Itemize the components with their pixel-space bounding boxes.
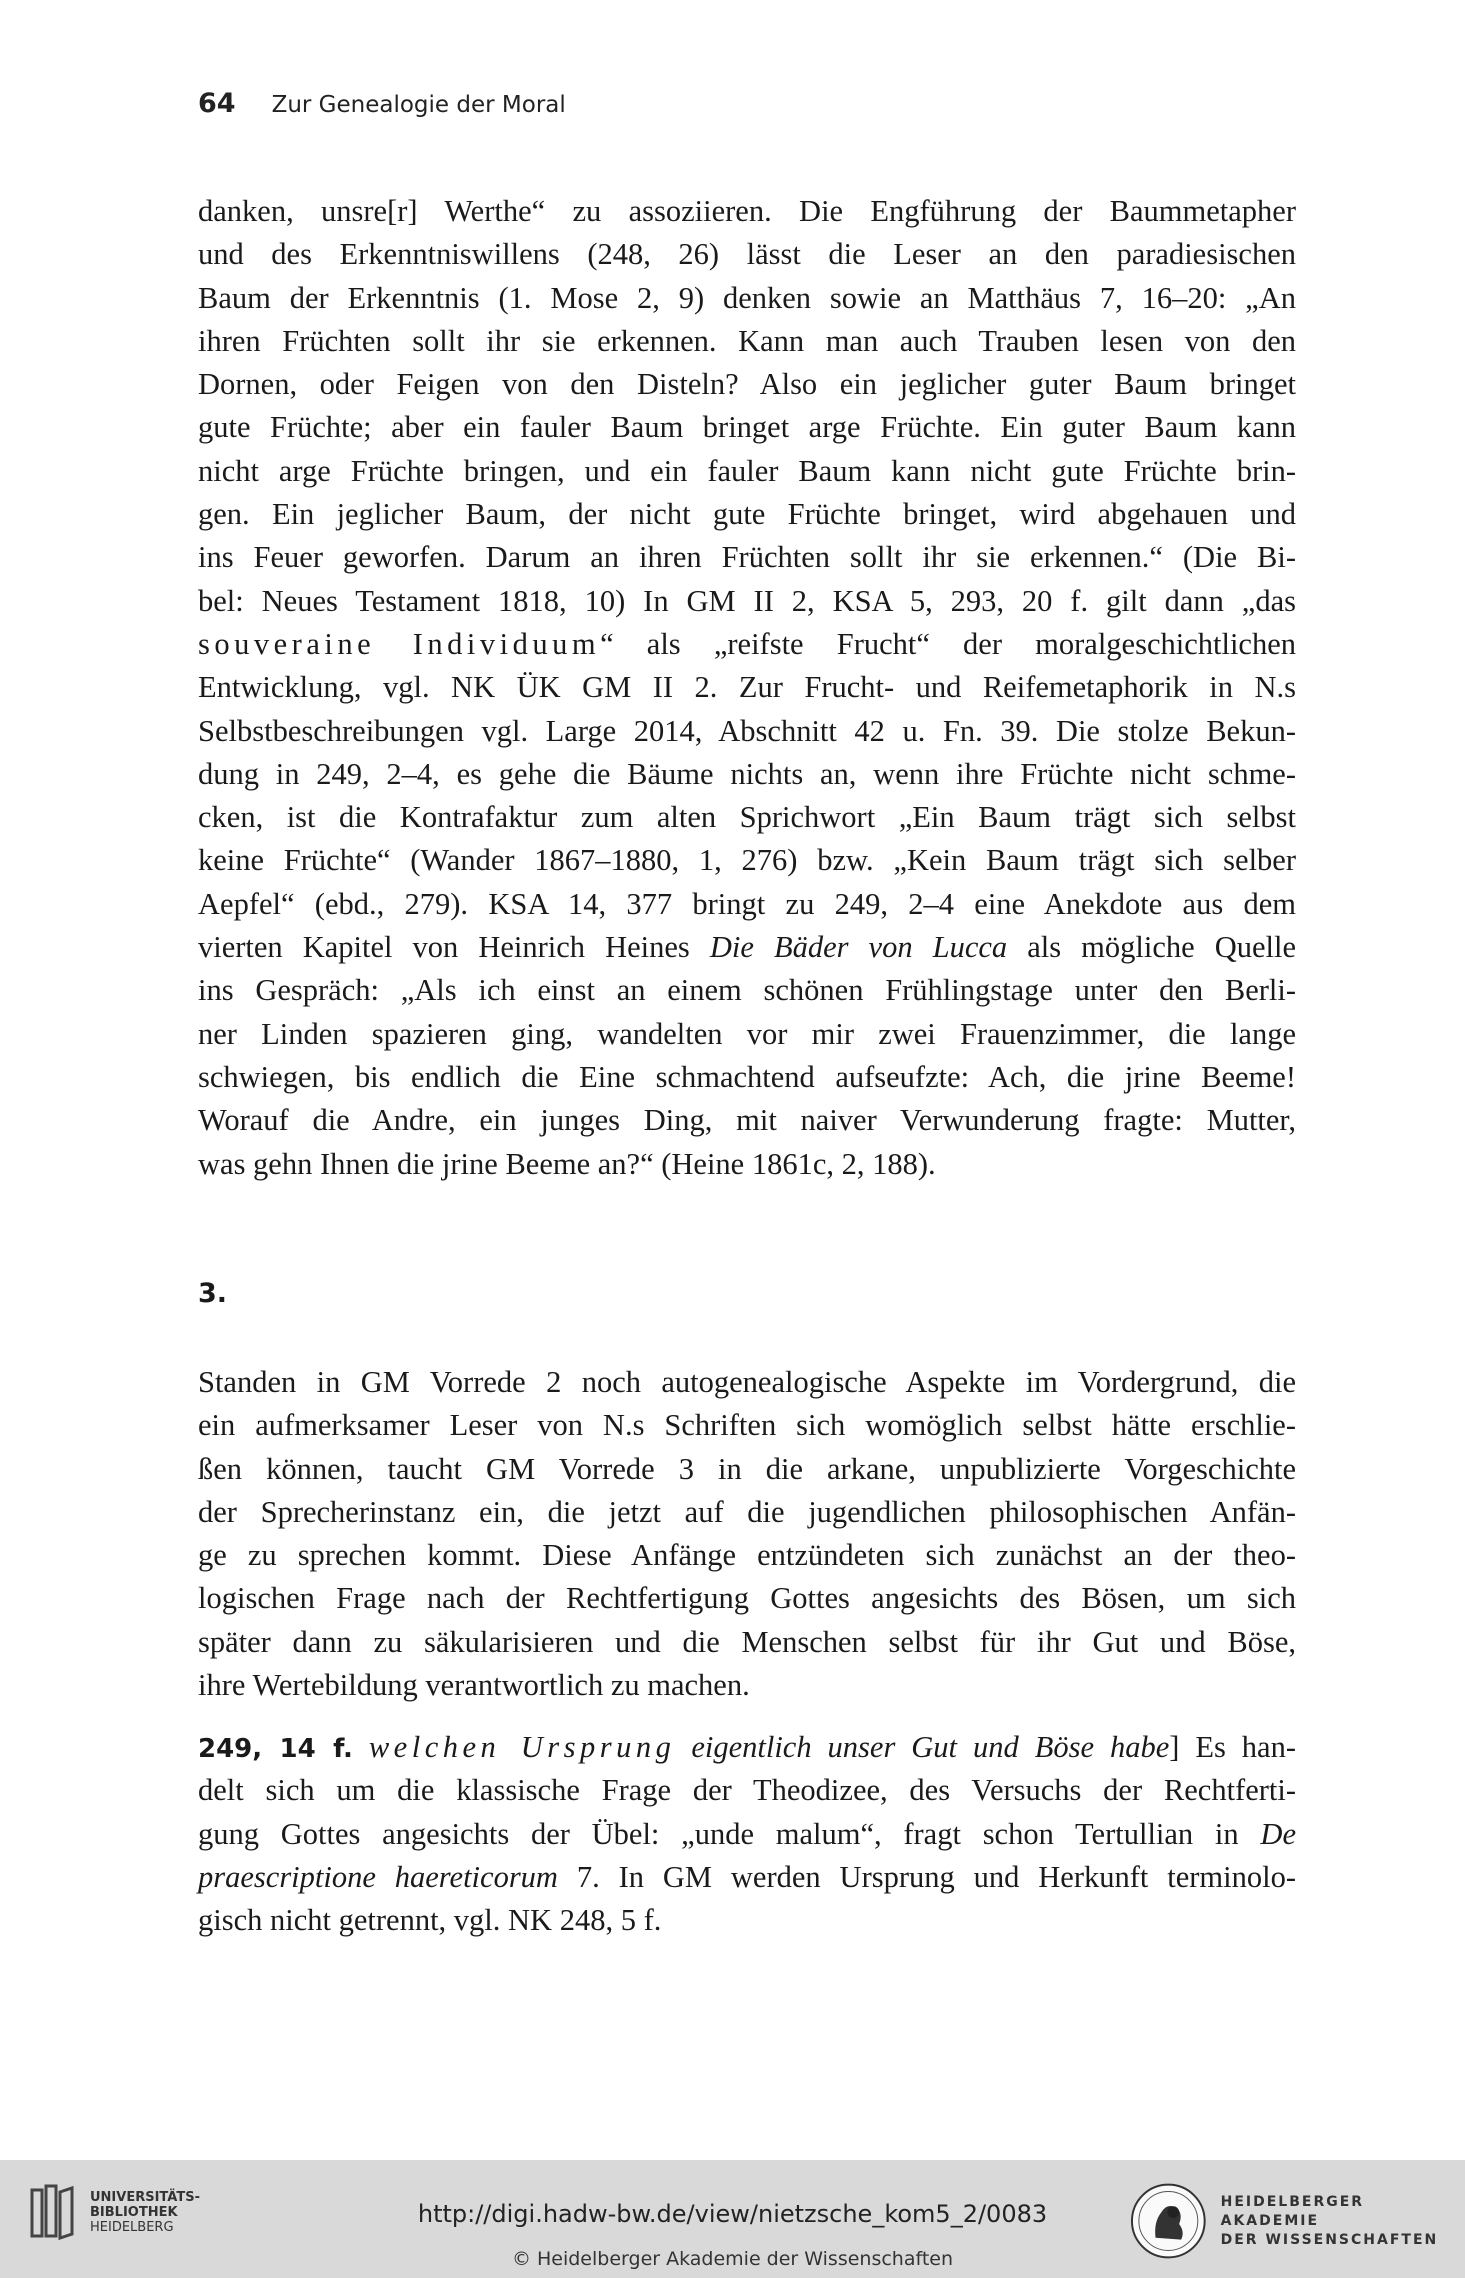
text-line: Aepfel“ (ebd., 279). KSA 14, 377 bringt zu 249, 2–4 eine Anekdote aus dem (198, 886, 1296, 921)
italic-title: Die Bäder von Lucca (709, 930, 1008, 965)
copyright-notice: © Heidelberger Akademie der Wissenschaften (511, 2248, 954, 2270)
text-line: schwiegen, bis endlich die Eine schmachtend aufseufzte: Ach, die jrine Beeme! (198, 1059, 1296, 1094)
text-line: gisch nicht getrennt, vgl. NK 248, 5 f. (198, 1903, 662, 1938)
ub-name-line: UNIVERSITÄTS- (90, 2189, 200, 2205)
text-line: und des Erkenntniswillens (248, 26) lässt die Leser an den paradiesischen (198, 237, 1296, 272)
running-title: Zur Genealogie der Moral (271, 92, 566, 118)
text-line: was gehn Ihnen die jrine Beeme an?“ (Heine 1861c, 2, 188). (198, 1146, 936, 1181)
hadw-name-line: HEIDELBERGER AKADEMIE (1220, 2193, 1365, 2229)
ub-name-line: BIBLIOTHEK (90, 2204, 178, 2220)
text-line: Baum der Erkenntnis (1. Mose 2, 9) denken sowie an Matthäus 7, 16–20: „An (198, 280, 1296, 315)
italic-title: De (1260, 1816, 1296, 1851)
text-line: Dornen, oder Feigen von den Disteln? Also ein jeglicher guter Baum bringet (198, 367, 1296, 402)
text-line: ßen können, taucht GM Vorrede 3 in die arkane, unpublizierte Vorgeschichte (198, 1451, 1296, 1486)
lemma-reference: 249, 14 f. (198, 1734, 353, 1764)
text-fragment: als mögliche Quelle (1007, 930, 1296, 965)
text-line: logischen Frage nach der Rechtfertigung Gottes angesichts des Bösen, um sich (198, 1581, 1296, 1616)
text-line: später dann zu säkularisieren und die Menschen selbst für ihr Gut und Böse, (198, 1624, 1296, 1659)
text-line: der Sprecherinstanz ein, die jetzt auf die jugendlichen philosophischen Anfän- (198, 1494, 1296, 1529)
text-fragment: ] Es han- (1169, 1730, 1297, 1764)
text-line (198, 1813, 1296, 1856)
text-line: ihren Früchten sollt ihr sie erkennen. Kann man auch Trauben lesen von den (198, 323, 1296, 358)
text-line: dung in 249, 2–4, es gehe die Bäume nichts an, wenn ihre Früchte nicht schme- (198, 756, 1296, 791)
text-fragment: “ als „reifste Frucht“ der moralgeschichtlichen (600, 626, 1296, 661)
commentary-entry (198, 1726, 1296, 1942)
footer-bar (0, 2160, 1465, 2278)
text-line: bel: Neues Testament 1818, 10) In GM II 2, KSA 5, 293, 20 f. gilt dann „das (198, 583, 1296, 618)
lemma-text: eigentlich unser Gut und Böse habe (675, 1730, 1170, 1764)
text-line: nicht arge Früchte bringen, und ein fauler Baum kann nicht gute Früchte brin- (198, 453, 1296, 488)
text-line: gute Früchte; aber ein fauler Baum bringet arge Früchte. Ein guter Baum kann (198, 410, 1296, 445)
page-number: 64 (198, 88, 236, 119)
text-line (198, 623, 1296, 666)
text-line: danken, unsre[r] Werthe“ zu assoziieren. Die Engführung der Baummetapher (198, 194, 1296, 228)
text-line: ge zu sprechen kommt. Diese Anfänge entzündeten sich zunächst an der theo- (198, 1538, 1296, 1573)
text-line (198, 1726, 1296, 1769)
section-heading: 3. (198, 1278, 228, 1309)
text-line (198, 1856, 1296, 1899)
text-line: cken, ist die Kontrafaktur zum alten Sprichwort „Ein Baum trägt sich selbst (198, 800, 1296, 835)
text-line: delt sich um die klassische Frage der Theodizee, des Versuchs der Rechtferti- (198, 1773, 1296, 1808)
text-line: Standen in GM Vorrede 2 noch autogenealogische Aspekte im Vordergrund, die (198, 1365, 1296, 1399)
text-line: ins Gespräch: „Als ich einst an einem schönen Frühlingstage unter den Berli- (198, 973, 1296, 1008)
italic-title: praescriptione haereticorum (198, 1859, 558, 1894)
text-line (198, 926, 1296, 969)
text-line: Selbstbeschreibungen vgl. Large 2014, Abschnitt 42 u. Fn. 39. Die stolze Bekun- (198, 713, 1296, 748)
text-line: ner Linden spazieren ging, wandelten vor mir zwei Frauenzimmer, die lange (198, 1016, 1296, 1051)
paragraph-2 (198, 1361, 1296, 1707)
text-line: keine Früchte“ (Wander 1867–1880, 1, 276) bzw. „Kein Baum trägt sich selber (198, 843, 1296, 878)
text-line: gen. Ein jeglicher Baum, der nicht gute Früchte bringet, wird abgehauen und (198, 497, 1296, 532)
text-line: ein aufmerksamer Leser von N.s Schriften sich womöglich selbst hätte erschlie- (198, 1408, 1296, 1443)
text-line: Worauf die Andre, ein junges Ding, mit naiver Verwunderung fragte: Mutter, (198, 1103, 1296, 1138)
academy-seal-icon (1130, 2182, 1207, 2260)
hadw-name-line: DER WISSENSCHAFTEN (1220, 2231, 1439, 2248)
text-line: ins Feuer geworfen. Darum an ihren Früchten sollt ihr sie erkennen.“ (Die Bi- (198, 540, 1296, 575)
paragraph-1 (198, 190, 1296, 1186)
running-header (198, 88, 566, 128)
spaced-quote: souveraine Individuum (198, 626, 601, 661)
lemma-spaced: welchen Ursprung (368, 1730, 676, 1764)
ub-name-line: HEIDELBERG (90, 2219, 174, 2235)
permalink-url[interactable]: http://digi.hadw-bw.de/view/nietzsche_kom5_2/0083 (417, 2200, 1048, 2228)
text-line: Entwicklung, vgl. NK ÜK GM II 2. Zur Frucht- und Reifemetaphorik in N.s (198, 670, 1296, 705)
hadw-logo-block[interactable] (1130, 2182, 1465, 2260)
text-fragment: vierten Kapitel von Heinrich Heines (198, 930, 710, 965)
text-fragment: gung Gottes angesichts der Übel: „unde malum“, fragt schon Tertullian in (198, 1816, 1261, 1851)
text-fragment: 7. In GM werden Ursprung und Herkunft terminolo- (557, 1859, 1296, 1894)
text-line: ihre Wertebildung verantwortlich zu machen. (198, 1668, 750, 1703)
